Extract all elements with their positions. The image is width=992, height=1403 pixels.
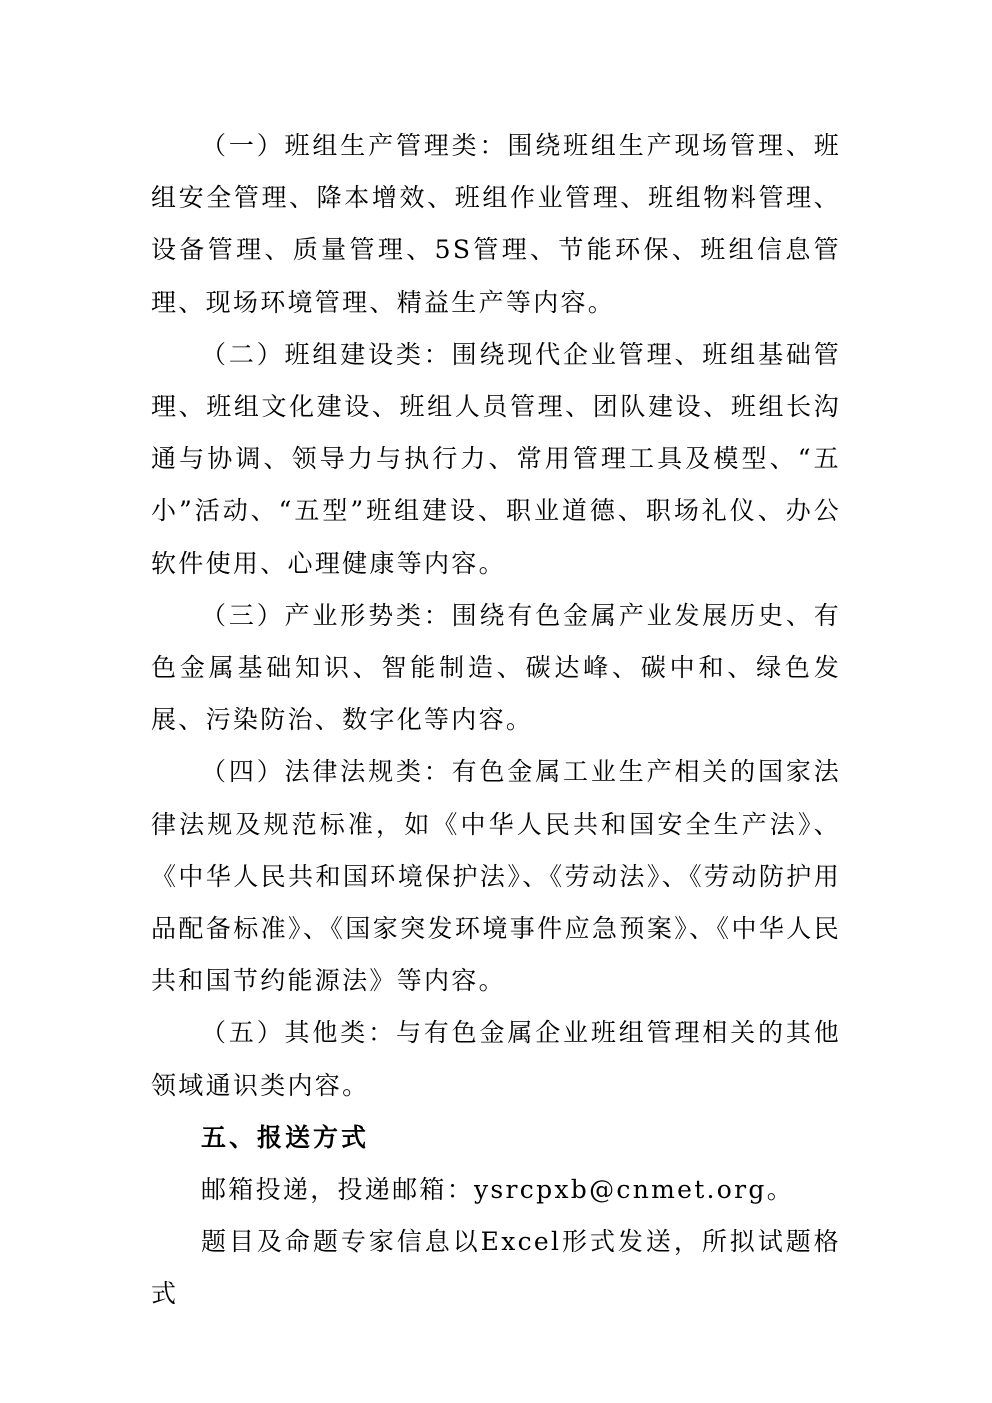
section-heading-submission: 五、报送方式: [201, 1122, 370, 1152]
paragraph-industry-trends: （三）产业形势类：围绕有色金属产业发展历史、有色金属基础知识、智能制造、碳达峰、碳中和、绿色发展、污染防治、数字化等内容。: [151, 600, 841, 735]
paragraph-production-management: （一）班组生产管理类：围绕班组生产现场管理、班组安全管理、降本增效、班组作业管理、班组物料管理、设备管理、质量管理、5S管理、节能环保、班组信息管理、现场环境管理、精益生产等内容。: [151, 131, 841, 317]
paragraph-laws-regulations: （四）法律法规类：有色金属工业生产相关的国家法律法规及规范标准，如《中华人民共和国安全生产法》、《中华人民共和国环境保护法》、《劳动法》、《劳动防护用品配备标准》、《国家突发环境事件应急预案》、《中华人民共和国节约能源法》等内容。: [151, 757, 841, 996]
document-body: [151, 120, 841, 1321]
paragraph-team-building: （二）班组建设类：围绕现代企业管理、班组基础管理、班组文化建设、班组人员管理、团队建设、班组长沟通与协调、领导力与执行力、常用管理工具及模型、“五小”活动、“五型”班组建设、职业道德、职场礼仪、办公软件使用、心理健康等内容。: [151, 339, 841, 578]
paragraph-format: 题目及命题专家信息以Excel形式发送，所拟试题格式: [151, 1227, 841, 1309]
paragraph-other: （五）其他类：与有色金属企业班组管理相关的其他领域通识类内容。: [151, 1018, 841, 1100]
paragraph-submission-email: 邮箱投递，投递邮箱：ysrcpxb@cnmet.org。: [201, 1175, 795, 1205]
